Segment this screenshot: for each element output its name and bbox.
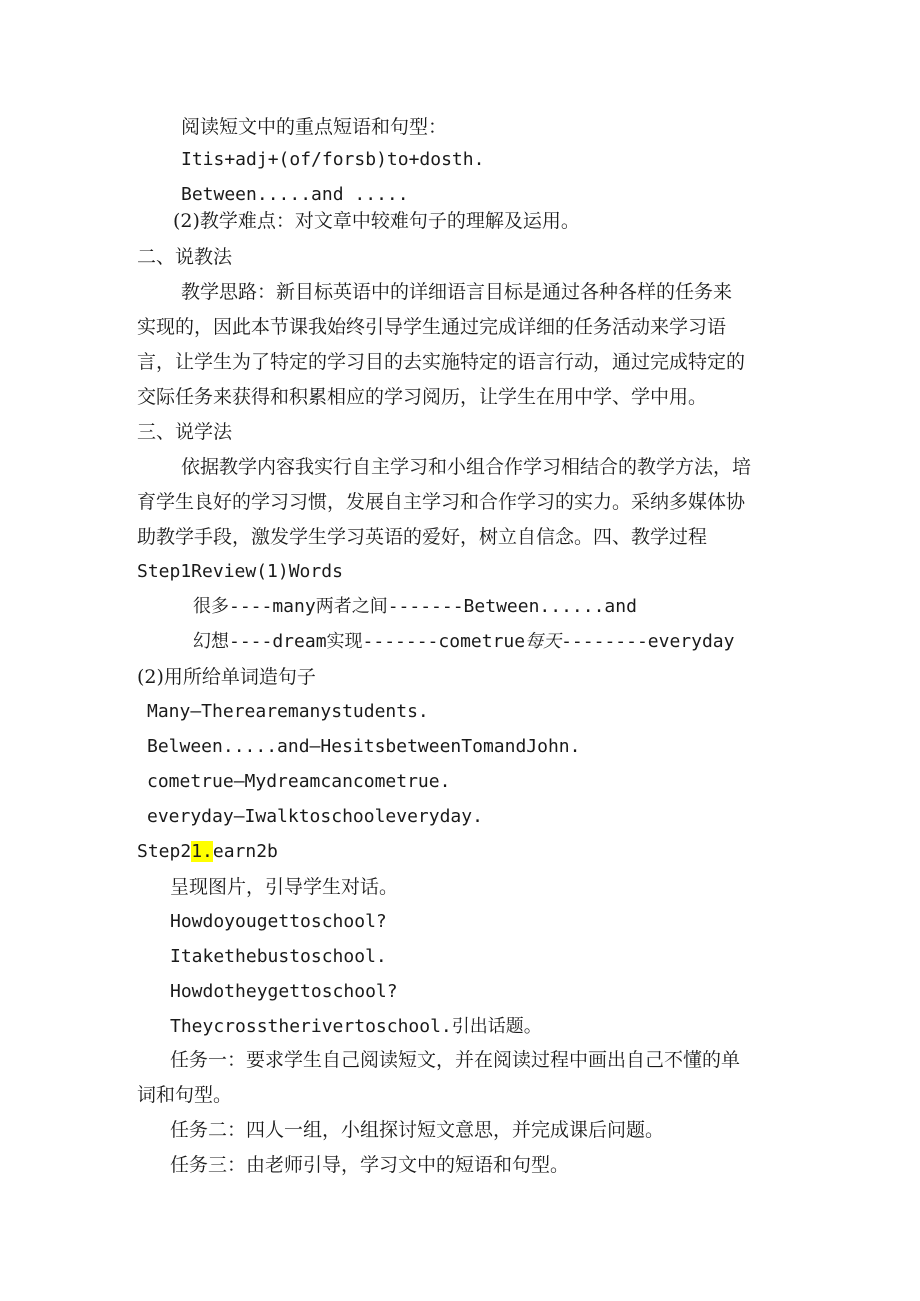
task-one-continued: 词和句型。 (137, 1084, 233, 1106)
paragraph-line: 教学思路：新目标英语中的详细语言目标是通过各种各样的任务来 (181, 281, 733, 303)
word-pair-line: 很多----many两者之间-------Between......and (193, 596, 637, 617)
dialogue-line: Itakethebustoschool. (170, 946, 387, 967)
paragraph-line: 育学生良好的学习习惯，发展自主学习和合作学习的实力。采纳多媒体协 (137, 491, 746, 513)
paragraph-line: 言，让学生为了特定的学习目的去实施特定的语言行动，通过完成特定的 (137, 351, 746, 373)
section-heading-teaching-method: 二、说教法 (137, 246, 233, 268)
key-phrases-heading: 阅读短文中的重点短语和句型： (181, 116, 448, 138)
dialogue-line: Howdoyougettoschool? (170, 911, 387, 932)
task-one: 任务一：要求学生自己阅读短文，并在阅读过程中画出自己不懂的单 (170, 1049, 741, 1071)
word-pair-line: 幻想----dream实现-------cometrue每天--------everyday (193, 631, 735, 652)
step2-heading: Step21.earn2b (137, 841, 278, 862)
dialogue-line: Howdotheygettoschool? (170, 981, 398, 1002)
example-sentence: everyday—Iwalktoschooleveryday. (147, 806, 483, 827)
teaching-difficulty: (2)教学难点：对文章中较难句子的理解及运用。 (173, 210, 580, 232)
task-three: 任务三：由老师引导，学习文中的短语和句型。 (170, 1154, 570, 1176)
paragraph-line: 依据教学内容我实行自主学习和小组合作学习相结合的教学方法，培 (181, 456, 752, 478)
section-heading-learning-method: 三、说学法 (137, 421, 233, 443)
sentence-pattern-2: Between.....and ..... (181, 184, 409, 205)
example-sentence: Many—Therearemanystudents. (147, 701, 429, 722)
instruction-line: 呈现图片，引导学生对话。 (170, 876, 399, 898)
example-sentence: Belween.....and—HesitsbetweenTomandJohn. (147, 736, 581, 757)
paragraph-line: 交际任务来获得和积累相应的学习阅历，让学生在用中学、学中用。 (137, 386, 708, 408)
task-two: 任务二：四人一组，小组探讨短文意思，并完成课后问题。 (170, 1119, 665, 1141)
paragraph-line: 助教学手段，激发学生学习英语的爱好，树立自信念。四、教学过程 (137, 526, 708, 548)
sentence-making-heading: (2)用所给单词造句子 (137, 666, 316, 688)
example-sentence: cometrue—Mydreamcancometrue. (147, 771, 451, 792)
paragraph-line: 实现的，因此本节课我始终引导学生通过完成详细的任务活动来学习语 (137, 316, 727, 338)
dialogue-line: Theycrosstherivertoschool.引出话题。 (170, 1016, 542, 1037)
sentence-pattern-1: Itis+adj+(of/forsb)to+dosth. (181, 149, 485, 170)
step1-heading: Step1Review(1)Words (137, 561, 343, 582)
highlighted-text: 1. (191, 841, 213, 862)
